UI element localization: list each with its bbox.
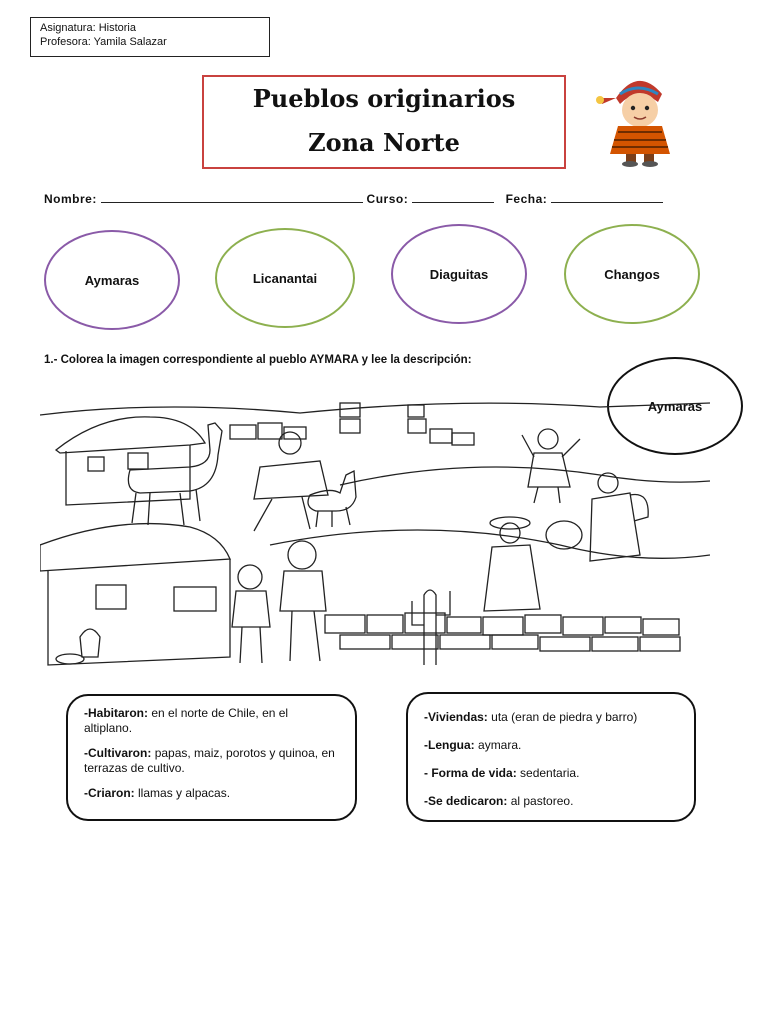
date-blank[interactable] xyxy=(551,190,663,203)
habitaron-line xyxy=(84,706,339,736)
title-box xyxy=(202,75,566,169)
description-box-left xyxy=(66,694,357,821)
people-ellipse-changos xyxy=(564,224,700,324)
student-form-line xyxy=(44,190,724,206)
dancing-girl-drawing xyxy=(522,429,580,503)
title-line-1: Pueblos originarios xyxy=(252,84,516,113)
aymara-village-illustration[interactable] xyxy=(40,395,710,680)
forma-vida-label: - Forma de vida: xyxy=(424,766,517,780)
people-ellipse-licanantai xyxy=(215,228,355,328)
lower-house-drawing xyxy=(40,524,230,665)
title-line-2: Zona Norte xyxy=(308,128,460,157)
name-blank[interactable] xyxy=(101,190,363,203)
info-box xyxy=(30,17,270,57)
lengua-text: aymara. xyxy=(478,738,522,752)
answer-bubble-label: Aymaras xyxy=(647,398,703,414)
stone-wall-lower xyxy=(325,613,680,651)
viviendas-line xyxy=(424,710,678,725)
cultivaron-text: papas, maiz, porotos y quinoa, en terrazas de cultivo. xyxy=(84,746,335,775)
cultivaron-label: -Cultivaron: xyxy=(84,746,152,760)
forma-vida-text: sedentaria. xyxy=(520,766,580,780)
course-label: Curso: xyxy=(366,192,409,206)
habitaron-label: -Habitaron: xyxy=(84,706,148,720)
habitaron-text: en el norte de Chile, en el altiplano. xyxy=(84,706,289,735)
instruction-text: 1.- Colorea la imagen correspondiente al pueblo AYMARA y lee la descripción: xyxy=(44,354,472,366)
flute-boys-drawing xyxy=(232,541,326,663)
people-ellipse-aymaras xyxy=(44,230,180,330)
viviendas-label: -Viviendas: xyxy=(424,710,488,724)
cactus-drawing xyxy=(412,590,450,665)
people-label: Licanantai xyxy=(252,270,318,286)
name-label: Nombre: xyxy=(44,192,97,206)
dedicaron-text: al pastoreo. xyxy=(510,794,574,808)
criaron-line xyxy=(84,786,339,801)
alpaca-drawing xyxy=(308,471,356,527)
andean-child-illustration xyxy=(596,70,686,168)
criaron-text: llamas y alpacas. xyxy=(138,786,231,800)
people-label: Aymaras xyxy=(84,272,140,288)
lengua-line xyxy=(424,738,678,753)
woman-with-baby-drawing xyxy=(546,473,648,561)
people-label: Changos xyxy=(604,266,660,282)
course-blank[interactable] xyxy=(412,190,494,203)
llama-drawing xyxy=(128,423,222,525)
people-label: Diaguitas xyxy=(429,266,489,282)
teacher-text: Profesora: Yamila Salazar xyxy=(40,36,167,48)
lengua-label: -Lengua: xyxy=(424,738,475,752)
harvesting-woman-drawing xyxy=(484,517,540,611)
people-ellipse-diaguitas xyxy=(391,224,527,324)
stone-wall-upper xyxy=(230,403,474,445)
dedicaron-label: -Se dedicaron: xyxy=(424,794,508,808)
description-box-right xyxy=(406,692,696,822)
criaron-label: -Criaron: xyxy=(84,786,135,800)
subject-text: Asignatura: Historia xyxy=(40,22,136,34)
forma-vida-line xyxy=(424,766,678,781)
dedicaron-line xyxy=(424,794,678,809)
viviendas-text: uta (eran de piedra y barro) xyxy=(491,710,638,724)
cultivaron-line xyxy=(84,746,339,776)
date-label: Fecha: xyxy=(505,192,548,206)
